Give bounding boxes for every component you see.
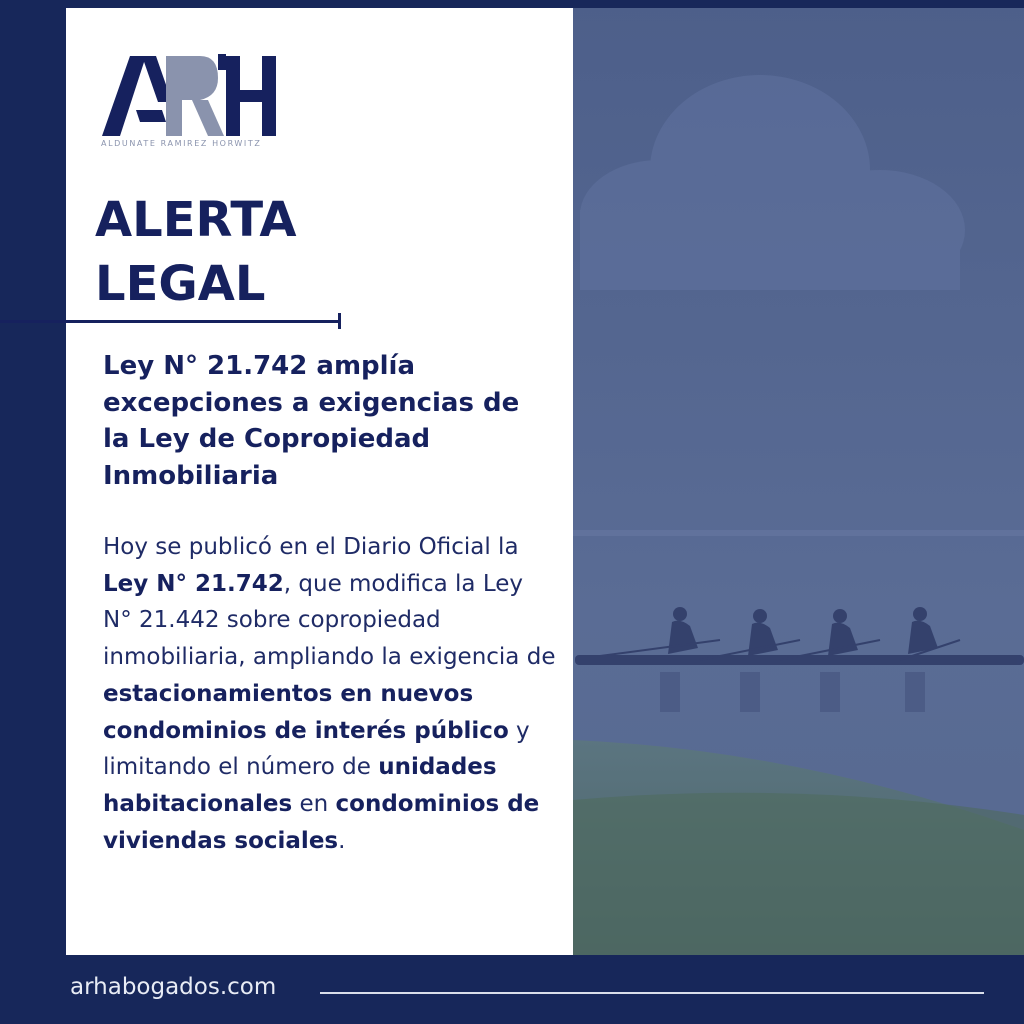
footer-divider <box>320 992 984 994</box>
body-bold-units: unidades habitacionales <box>103 754 497 817</box>
title-divider <box>0 320 340 323</box>
body-paragraph <box>103 529 558 859</box>
top-frame-bar <box>0 0 1024 8</box>
body-text-4: en <box>292 790 336 817</box>
logo-subtitle: ALDUNATE RAMIREZ HORWITZ <box>101 139 262 148</box>
body-text-1: Hoy se publicó en el Diario Oficial la <box>103 534 519 560</box>
alert-title <box>95 188 297 316</box>
body-bold-social: condominios de viviendas sociales <box>103 790 540 854</box>
alert-title-line2: LEGAL <box>95 256 266 312</box>
arh-logo <box>100 50 280 150</box>
alert-title-line1: ALERTA <box>95 192 297 248</box>
body-bold-parking: estacionamientos en nuevos condominios de interés público <box>103 680 509 744</box>
headline: Ley N° 21.742 amplía excepciones a exigencias de la Ley de Copropiedad Inmobiliaria <box>103 351 520 491</box>
footer-website-link[interactable]: arhabogados.com <box>70 974 277 1000</box>
body-text-5: . <box>338 827 346 854</box>
body-bold-law: Ley N° 21.742 <box>103 570 284 597</box>
body-text-2: , que modifica la Ley N° 21.442 sobre copropiedad inmobiliaria, ampliando la exigencia de <box>103 570 556 671</box>
body-text-3: y limitando el número de <box>103 717 530 781</box>
title-divider-cap <box>338 313 341 329</box>
left-frame-bar <box>0 0 66 958</box>
